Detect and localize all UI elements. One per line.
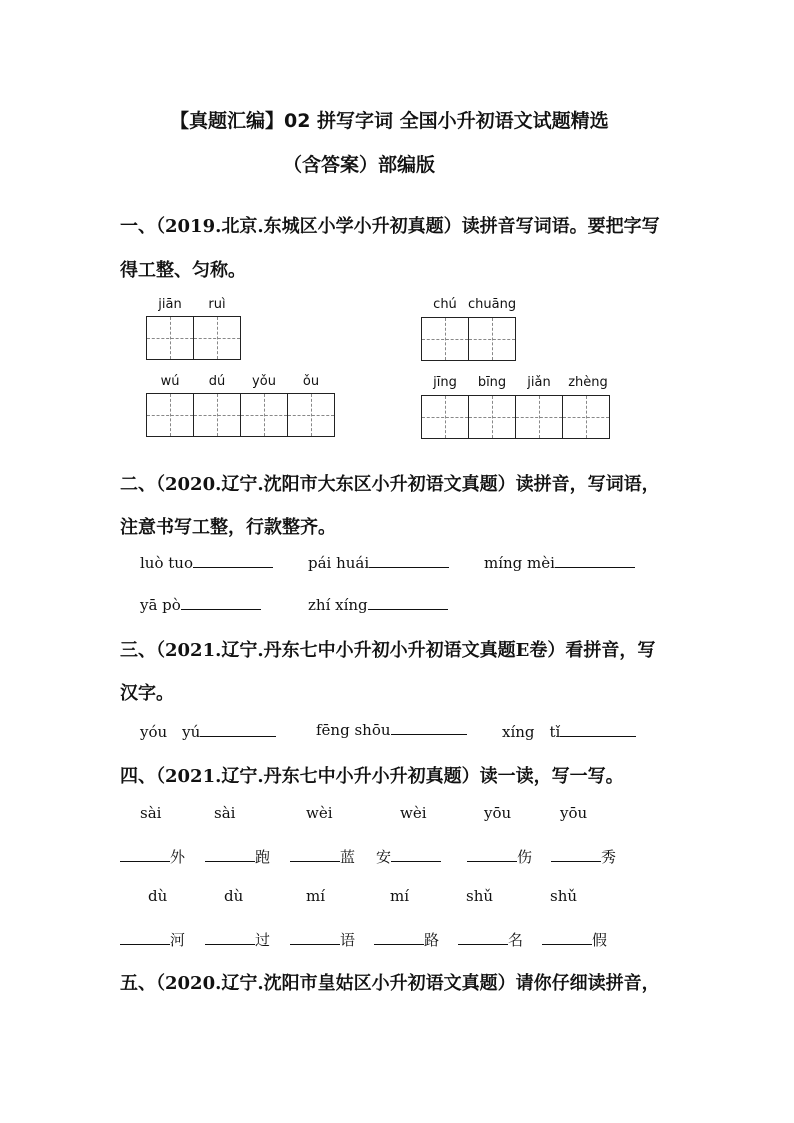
q4-char: 外 (170, 848, 186, 866)
q2-item (308, 554, 449, 572)
answer-blank[interactable] (458, 943, 508, 945)
q2-pinyin: zhí xíng (308, 596, 368, 614)
writing-box[interactable] (193, 316, 241, 360)
q1-prompt-line1: 一、（2019.北京.东城区小学小升初真题）读拼音写词语。要把字写 (120, 216, 660, 237)
q3-pinyin: yóu yú (140, 723, 201, 741)
writing-box[interactable] (468, 395, 516, 439)
pinyin-label: wú (160, 374, 180, 389)
q2-item (484, 554, 635, 572)
q5-prompt-line1: 五、（2020.辽宁.沈阳市皇姑区小升初语文真题）请你仔细读拼音， (120, 973, 660, 994)
writing-box[interactable] (515, 395, 563, 439)
pinyin-label: wèi (306, 804, 333, 822)
q4-char: 跑 (255, 848, 271, 866)
answer-blank[interactable] (193, 566, 273, 568)
answer-blank[interactable] (290, 860, 340, 862)
page-title-line2: （含答案）部编版 (283, 154, 436, 176)
q4-char: 伤 (517, 848, 533, 866)
writing-box[interactable] (287, 393, 335, 437)
writing-box[interactable] (421, 395, 469, 439)
q3-prompt-line2: 汉字。 (120, 683, 174, 704)
pinyin-label: wèi (400, 804, 427, 822)
q2-prompt-line1: 二、（2020.辽宁.沈阳市大东区小升初语文真题）读拼音，写词语， (120, 474, 660, 495)
pinyin-label: jiǎn (527, 375, 551, 390)
q4-prompt-line1: 四、（2021.辽宁.丹东七中小升小升初真题）读一读，写一写。 (120, 766, 624, 787)
q2-item (308, 596, 448, 614)
q2-pinyin: pái huái (308, 554, 370, 572)
writing-box[interactable] (562, 395, 610, 439)
pinyin-label: dù (224, 887, 244, 905)
pinyin-label: yōu (484, 804, 512, 822)
pinyin-label: zhèng (568, 375, 608, 390)
answer-blank[interactable] (542, 943, 592, 945)
pinyin-label: mí (306, 887, 326, 905)
answer-blank[interactable] (120, 860, 170, 862)
answer-blank[interactable] (200, 735, 276, 737)
answer-blank[interactable] (560, 735, 636, 737)
q4-char: 河 (170, 931, 186, 949)
q4-char: 假 (592, 931, 608, 949)
pinyin-label: shǔ (466, 887, 494, 905)
answer-blank[interactable] (369, 566, 449, 568)
answer-blank[interactable] (555, 566, 635, 568)
q2-item (140, 596, 261, 614)
answer-blank[interactable] (391, 860, 441, 862)
q3-item (502, 721, 636, 742)
q2-pinyin: yā pò (140, 596, 181, 614)
pinyin-label: bīng (477, 375, 507, 390)
writing-box[interactable] (146, 316, 194, 360)
q3-item (140, 721, 276, 742)
answer-blank[interactable] (120, 943, 170, 945)
pinyin-label: shǔ (550, 887, 578, 905)
writing-box[interactable] (146, 393, 194, 437)
writing-box[interactable] (193, 393, 241, 437)
pinyin-label: jiān (158, 297, 182, 312)
pinyin-label: ruì (208, 297, 226, 312)
q1-prompt-line2: 得工整、匀称。 (120, 260, 246, 281)
answer-blank[interactable] (181, 608, 261, 610)
answer-blank[interactable] (391, 733, 467, 735)
q4-char: 名 (508, 931, 524, 949)
answer-blank[interactable] (205, 860, 255, 862)
pinyin-label: sài (214, 804, 236, 822)
writing-box[interactable] (468, 317, 516, 361)
answer-blank[interactable] (551, 860, 601, 862)
answer-blank[interactable] (205, 943, 255, 945)
q4-char: 蓝 (340, 848, 356, 866)
writing-box[interactable] (240, 393, 288, 437)
page-title-line1: 【真题汇编】02 拼写字词 全国小升初语文试题精选 (170, 110, 609, 132)
pinyin-label: yǒu (252, 374, 276, 389)
pinyin-label: sài (140, 804, 162, 822)
q2-pinyin: míng mèi (484, 554, 555, 572)
writing-box[interactable] (421, 317, 469, 361)
pinyin-label: dú (208, 374, 226, 389)
q2-pinyin: luò tuo (140, 554, 193, 572)
answer-blank[interactable] (368, 608, 448, 610)
q3-pinyin: fēng shōu (316, 721, 391, 739)
q4-char: 过 (255, 931, 271, 949)
pinyin-label: dù (148, 887, 168, 905)
q3-prompt-line1: 三、（2021.辽宁.丹东七中小升初小升初语文真题E卷）看拼音，写 (120, 640, 656, 661)
pinyin-label: chuāng (468, 297, 517, 312)
answer-blank[interactable] (374, 943, 424, 945)
pinyin-label: mí (390, 887, 410, 905)
q2-prompt-line2: 注意书写工整，行款整齐。 (120, 517, 336, 538)
q3-pinyin: xíng tǐ (502, 723, 561, 741)
q4-char: 秀 (601, 848, 617, 866)
q4-char: 语 (340, 931, 356, 949)
q4-char: 安 (376, 848, 392, 866)
pinyin-label: ǒu (302, 374, 320, 389)
q2-item (140, 554, 273, 572)
q4-char: 路 (424, 931, 440, 949)
answer-blank[interactable] (290, 943, 340, 945)
pinyin-label: jīng (433, 375, 457, 390)
q3-item (316, 721, 467, 739)
pinyin-label: chú (433, 297, 457, 312)
pinyin-label: yōu (560, 804, 588, 822)
answer-blank[interactable] (467, 860, 517, 862)
